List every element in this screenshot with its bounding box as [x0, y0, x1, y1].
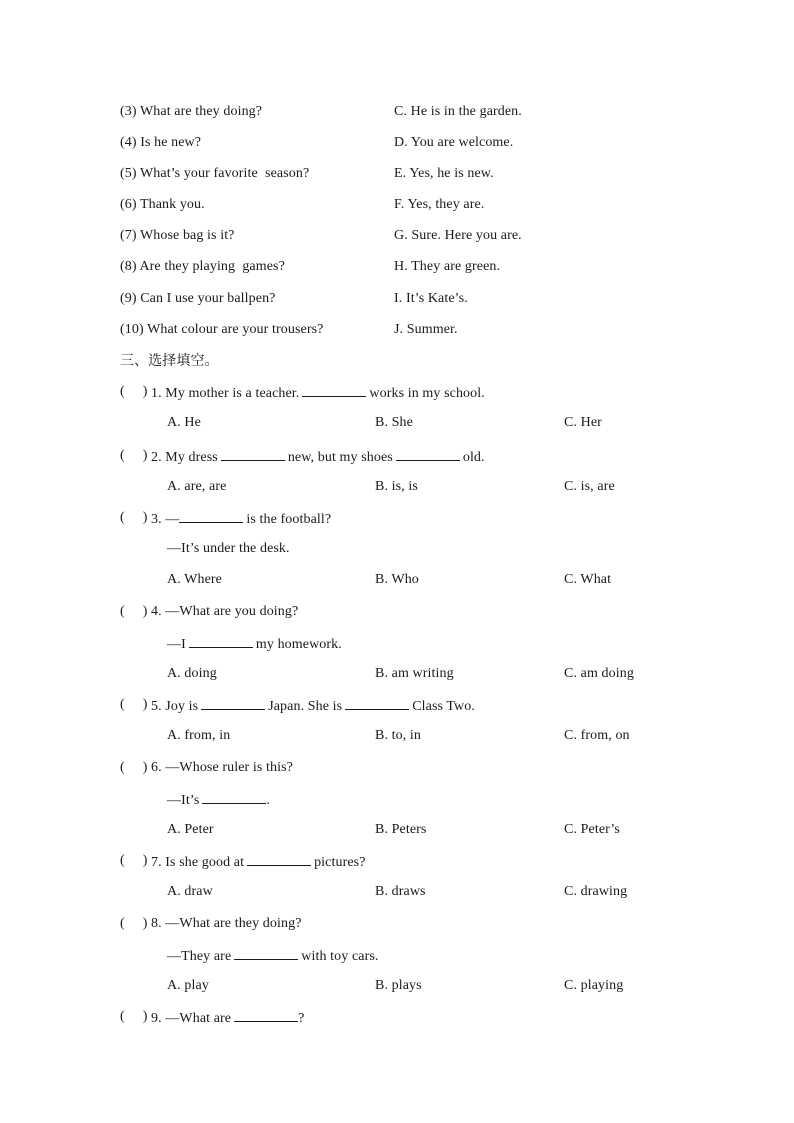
matching-answer: F. Yes, they are. — [394, 197, 485, 212]
fill-blank[interactable] — [202, 789, 266, 804]
answer-parentheses[interactable]: ( ) — [120, 1009, 148, 1024]
option-b[interactable]: B. to, in — [375, 728, 422, 743]
matching-question: (8) Are they playing games? — [120, 259, 285, 274]
option-b[interactable]: B. Who — [375, 572, 419, 587]
fill-blank[interactable] — [221, 446, 285, 461]
fill-blank[interactable] — [302, 382, 366, 397]
matching-answer: E. Yes, he is new. — [394, 166, 494, 181]
answer-parentheses[interactable]: ( ) — [120, 916, 148, 931]
question-text: 7. Is she good at pictures? — [151, 851, 366, 873]
option-c[interactable]: C. drawing — [564, 884, 628, 899]
fill-blank[interactable] — [201, 695, 265, 710]
matching-question: (7) Whose bag is it? — [120, 228, 235, 243]
option-c[interactable]: C. Peter’s — [564, 822, 620, 837]
option-b[interactable]: B. She — [375, 415, 413, 430]
dialogue-reply: —It’s . — [167, 789, 270, 811]
option-c[interactable]: C. from, on — [564, 728, 630, 743]
question-text: 8. —What are they doing? — [151, 916, 302, 931]
answer-parentheses[interactable]: ( ) — [120, 853, 148, 868]
question-text: 3. — is the football? — [151, 508, 331, 530]
answer-parentheses[interactable]: ( ) — [120, 697, 148, 712]
option-a[interactable]: A. doing — [167, 666, 217, 681]
matching-answer: I. It’s Kate’s. — [394, 291, 468, 306]
option-a[interactable]: A. from, in — [167, 728, 231, 743]
answer-parentheses[interactable]: ( ) — [120, 384, 148, 399]
question-text: 9. —What are ? — [151, 1007, 304, 1029]
matching-answer: G. Sure. Here you are. — [394, 228, 522, 243]
option-a[interactable]: A. draw — [167, 884, 213, 899]
matching-question: (3) What are they doing? — [120, 104, 263, 119]
matching-answer: C. He is in the garden. — [394, 104, 522, 119]
matching-question: (6) Thank you. — [120, 197, 205, 212]
option-a[interactable]: A. He — [167, 415, 201, 430]
fill-blank[interactable] — [189, 633, 253, 648]
option-c[interactable]: C. playing — [564, 978, 624, 993]
dialogue-reply: —It’s under the desk. — [167, 541, 290, 556]
question-text: 2. My dress new, but my shoes old. — [151, 446, 485, 468]
dialogue-reply: —I my homework. — [167, 633, 342, 655]
option-a[interactable]: A. play — [167, 978, 209, 993]
answer-parentheses[interactable]: ( ) — [120, 760, 148, 775]
option-c[interactable]: C. am doing — [564, 666, 634, 681]
option-c[interactable]: C. What — [564, 572, 612, 587]
dialogue-reply: —They are with toy cars. — [167, 945, 378, 967]
option-c[interactable]: C. is, are — [564, 479, 615, 494]
question-text: 5. Joy is Japan. She is Class Two. — [151, 695, 475, 717]
matching-question: (5) What’s your favorite season? — [120, 166, 310, 181]
question-text: 4. —What are you doing? — [151, 604, 299, 619]
option-b[interactable]: B. is, is — [375, 479, 418, 494]
option-b[interactable]: B. Peters — [375, 822, 427, 837]
matching-answer: J. Summer. — [394, 322, 458, 337]
matching-answer: D. You are welcome. — [394, 135, 514, 150]
option-b[interactable]: B. draws — [375, 884, 426, 899]
option-b[interactable]: B. am writing — [375, 666, 454, 681]
section-title: 三、选择填空。 — [120, 353, 219, 369]
fill-blank[interactable] — [179, 508, 243, 523]
answer-parentheses[interactable]: ( ) — [120, 604, 148, 619]
fill-blank[interactable] — [234, 1007, 298, 1022]
fill-blank[interactable] — [345, 695, 409, 710]
answer-parentheses[interactable]: ( ) — [120, 510, 148, 525]
fill-blank[interactable] — [247, 851, 311, 866]
option-b[interactable]: B. plays — [375, 978, 422, 993]
matching-question: (4) Is he new? — [120, 135, 202, 150]
option-a[interactable]: A. Where — [167, 572, 222, 587]
matching-question: (9) Can I use your ballpen? — [120, 291, 276, 306]
option-a[interactable]: A. Peter — [167, 822, 214, 837]
option-a[interactable]: A. are, are — [167, 479, 227, 494]
option-c[interactable]: C. Her — [564, 415, 602, 430]
matching-question: (10) What colour are your trousers? — [120, 322, 324, 337]
question-text: 1. My mother is a teacher. works in my school. — [151, 382, 485, 404]
question-text: 6. —Whose ruler is this? — [151, 760, 293, 775]
fill-blank[interactable] — [396, 446, 460, 461]
matching-answer: H. They are green. — [394, 259, 501, 274]
answer-parentheses[interactable]: ( ) — [120, 448, 148, 463]
fill-blank[interactable] — [234, 945, 298, 960]
